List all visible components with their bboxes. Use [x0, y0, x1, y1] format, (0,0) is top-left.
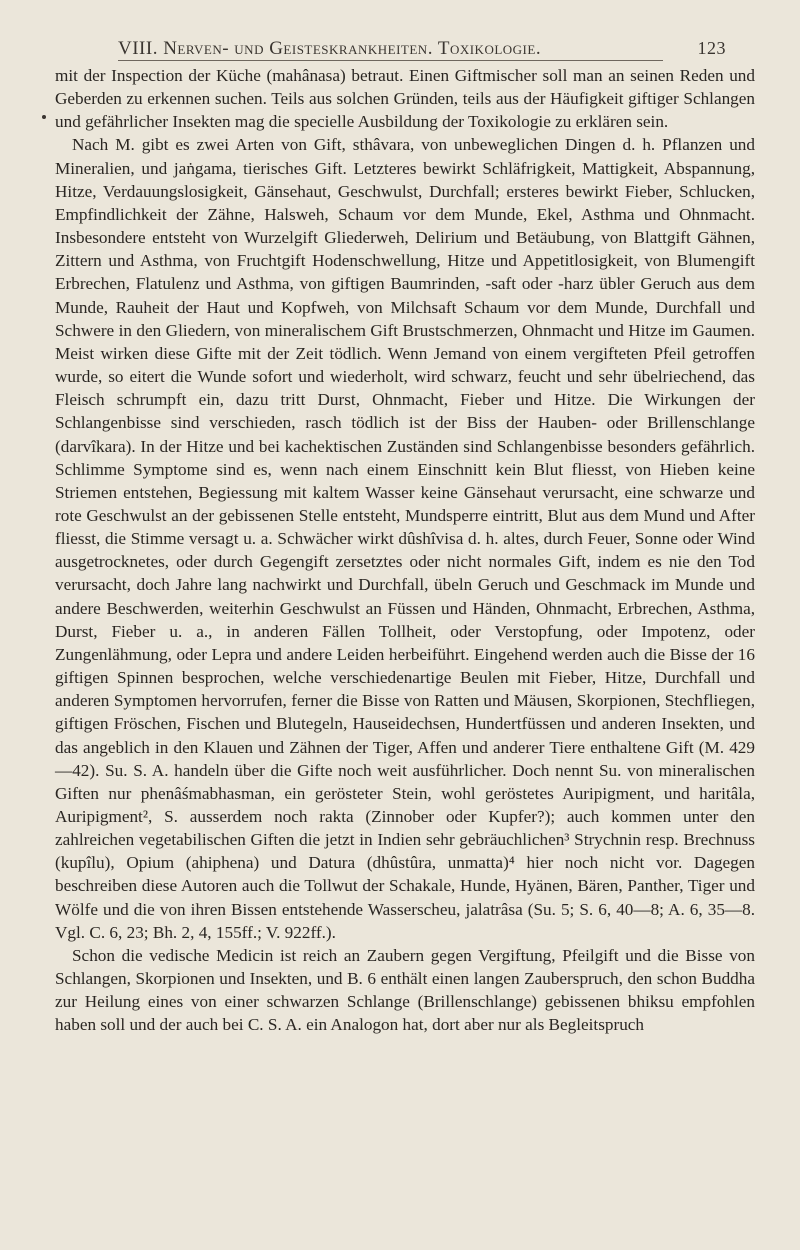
paragraph-2: Nach M. gibt es zwei Arten von Gift, sthâvara, von unbeweglichen Dingen d. h. Pflanzen und Mineralien, und jaṅgama, tierisches Gift. Letzteres bewirkt Schläfrigkeit, Mattigkeit, Abspannung, Hitze, Verdauungslosigkeit, Gänsehaut, Geschwulst, Durchfall; ersteres bewirkt Fieber, Schlucken, Empfindlichkeit der Zähne, Halsweh, Schaum vor dem Munde, Ekel, Asthma und Ohnmacht. Insbesondere entsteht von Wurzelgift Gliederweh, Delirium und Betäubung, von Blattgift Gähnen, Zittern und Asthma, von Fruchtgift Hodenschwellung, Hitze und Appetitlosigkeit, von Blumengift Erbrechen, Flatulenz und Asthma, von giftigen Baumrinden, -saft oder -harz übler Geruch aus dem Munde, Rauheit der Haut und Kopfweh, von Milchsaft Schaum vor dem Munde, Durchfall und Schwere in den Gliedern, von mineralischem Gift Brustschmerzen, Ohnmacht und Hitze im Gaumen. Meist wirken diese Gifte mit der Zeit tödlich. Wenn Jemand von einem vergifteten Pfeil getroffen wurde, so eitert die Wunde sofort und wiederholt, wird schwarz, feucht und sehr übelriechend, das Fleisch schrumpft ein, dazu tritt Durst, Ohnmacht, Fieber und Hitze. Die Wirkungen der Schlangenbisse sind verschieden, rasch tödlich ist der Biss der Hauben- oder Brillenschlange (darvîkara). In der Hitze und bei kachektischen Zuständen sind Schlangenbisse besonders gefährlich. Schlimme Symptome sind es, wenn nach einem Einschnitt kein Blut fliesst, von Hieben keine Striemen entstehen, Begiessung mit kaltem Wasser keine Gänsehaut verursacht, eine schwarze und rote Geschwulst an der gebissenen Stelle entsteht, Mundsperre eintritt, Blut aus dem Mund und After fliesst, die Stimme versagt u. a. Schwächer wirkt dûshîvisa d. h. altes, durch Feuer, Sonne oder Wind ausgetrocknetes, oder durch Gegengift zersetztes oder nicht normales Gift, indem es nie den Tod verursacht, doch Jahre lang nachwirkt und Durchfall, übeln Geruch und Geschmack im Munde und andere Beschwerden, weiterhin Geschwulst an Füssen und Händen, Ohnmacht, Erbrechen, Asthma, Durst, Fieber u. a., in anderen Fällen Tollheit, oder Verstopfung, oder Impotenz, oder Zungenlähmung, oder Lepra und andere Leiden herbeiführt. Eingehend werden auch die Bisse der 16 giftigen Spinnen besprochen, welche verschiedenartige Beulen mit Fieber, Hitze, Durchfall und anderen Symptomen hervorrufen, ferner die Bisse von Ratten und Mäusen, Skorpionen, Stechfliegen, giftigen Fröschen, Fischen und Blutegeln, Hauseidechsen, Hundertfüssen und anderen Insekten, und das angeblich in den Klauen und Zähnen der Tiger, Affen und anderer Tiere enthaltene Gift (M. 429—42). Su. S. A. handeln über die Gifte noch weit ausführlicher. Doch nennt Su. von mineralischen Giften nur phenâśmabhasman, ein gerösteter Stein, wohl geröstetes Auripigment, und haritâla, Auripigment², S. ausserdem noch rakta (Zinnober oder Kupfer?); auch kommen unter den zahlreichen vegetabilischen Giften die jetzt in Indien sehr gebräuchlichen³ Strychnin resp. Brechnuss (kupîlu), Opium (ahiphena) und Datura (dhûstûra, unmatta)⁴ hier noch nicht vor. Dagegen beschreiben diese Autoren auch die Tollwut der Schakale, Hunde, Hyänen, Bären, Panther, Tiger und Wölfe und die von ihren Bissen entstehende Wasserscheu, jalatrâsa (Su. 5; S. 6, 40—8; A. 6, 35—8. Vgl. C. 6, 23; Bh. 2, 4, 155ff.; V. 922ff.). — [55, 135, 755, 942]
header-rule — [118, 60, 663, 61]
page-number: 123 — [697, 38, 726, 58]
paragraph-3: Schon die vedische Medicin ist reich an Zaubern gegen Vergiftung, Pfeilgift und die Bisse von Schlangen, Skorpionen und Insekten, und B. 6 enthält einen langen Zauberspruch, den schon Buddha zur Heilung eines von einer schwarzen Schlange (Brillenschlange) gebissenen bhiksu empfohlen haben soll und der auch bei C. S. A. ein Analogon hat, dort aber nur als Begleitspruch — [55, 945, 755, 1035]
body-text — [55, 64, 755, 1037]
paragraph-1: mit der Inspection der Küche (mahânasa) betraut. Einen Giftmischer soll man an seinen Reden und Geberden zu erkennen suchen. Teils aus solchen Gründen, teils aus der Häufigkeit giftiger Schlangen und gefährlicher Insekten mag die specielle Ausbildung der Toxikologie zu erklären sein. — [55, 66, 755, 132]
margin-dot — [42, 115, 46, 119]
running-title: VIII. Nerven- und Geisteskrankheiten. Toxikologie. — [118, 38, 542, 59]
